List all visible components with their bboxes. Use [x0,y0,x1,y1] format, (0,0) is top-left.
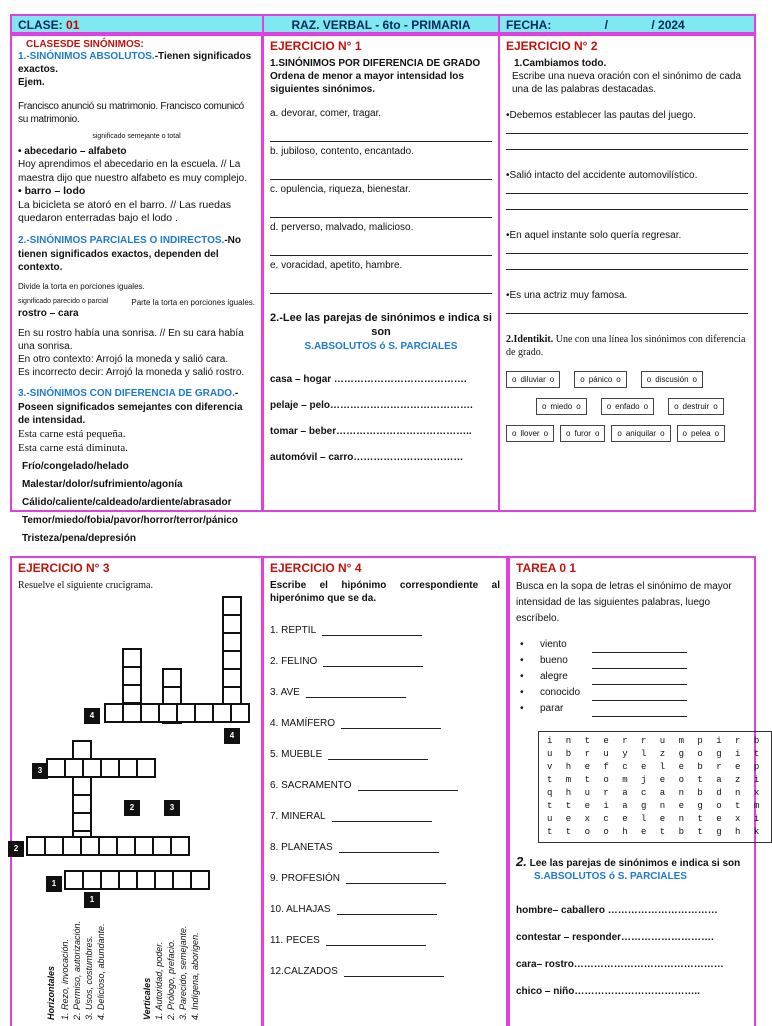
word-box[interactable]: o furor o [560,425,605,442]
exercise-3-instructions: Resuelve el siguiente crucigrama. [18,580,153,591]
hyponym-item [270,667,500,698]
crossword-cell[interactable] [222,614,242,634]
clue-number-marker: 3 [32,763,48,779]
exercise-1-subtitle: 1.SINÓNIMOS POR DIFERENCIA DE GRADO [270,58,481,69]
list-item: b. jubiloso, contento, encantado. [270,145,414,157]
homework-title: TAREA 0 1 [516,561,577,575]
pair-item: chico – niño……………………………….. [516,986,700,998]
answer-line[interactable] [592,691,687,701]
answer-line[interactable] [341,719,441,729]
crossword-cell[interactable] [118,870,138,890]
pair-abecedario: • abecedario – alfabeto [18,146,127,158]
pair-abecedario-text: Hoy aprendimos el abecedario en la escuela. // La maestra dijo que nuestro alfabeto es muy complejo. [18,159,248,184]
answer-line[interactable] [592,659,687,669]
hyponym-item [270,884,500,915]
list-item: •Salió intacto del accidente automovilístico. [506,169,698,181]
absolute-title: 1.-SINÓNIMOS ABSOLUTOS. [18,51,155,62]
pair-item: pelaje – pelo……………………………………. [270,399,473,411]
word-search-row: i n t e r r u m p i r b [547,736,764,746]
exercise-4-list [270,605,500,977]
homework-pairs [516,897,748,1005]
exercise-1-instructions: Ordena de menor a mayor intensidad los siguientes sinónimos. [270,71,464,96]
homework-words [520,637,748,717]
class-header [10,14,273,34]
word-search-row: t t e i a g n e g o t m [547,801,764,811]
identikit-row-2 [536,398,748,415]
crossword-cell[interactable] [72,740,92,760]
crossword-cell[interactable] [154,870,174,890]
exercise-1 [262,34,500,512]
date-year: / 2024 [651,18,685,32]
word-box[interactable]: o discusión o [641,371,703,388]
list-item: •Es una actriz muy famosa. [506,289,628,301]
list-item: Malestar/dolor/sufrimiento/agonía [22,478,183,490]
word-box[interactable]: o destruir o [668,398,724,415]
hyponym-label: 7. MINERAL [270,811,326,823]
homework-q2-num: 2. [516,854,527,869]
hyponym-label: 4. MAMÍFERO [270,718,336,730]
answer-line[interactable] [326,936,426,946]
theory-column [10,34,263,544]
horizontal-clue: 2. Permiso, autorización. [72,920,82,1020]
exercise-2-subtitle: 1.Cambiamos todo. [514,58,607,69]
degree-desc: -Poseen significados semejantes con diferencia de intensidad. [18,388,243,426]
crossword-cell[interactable] [118,758,138,778]
word-search-row: v h e f c e l e b r e p [547,762,764,772]
crossword-cell[interactable] [134,836,154,856]
hyponym-label: 3. AVE [270,687,300,699]
pair-item: contestar – responder………………………. [516,932,714,944]
answer-line[interactable] [270,166,492,180]
example-sentence: Francisco anunció su matrimonio. Francisco comunicó su matrimonio. [18,100,244,125]
hyponym-item [270,698,500,729]
homework-word-label: bueno [540,655,568,666]
clue-number-marker: 2 [8,841,24,857]
answer-line[interactable] [506,140,748,150]
answer-line[interactable] [270,280,492,294]
rostro-text-1: En su rostro había una sonrisa. // En su cara había una sonrisa. [18,327,244,352]
crossword-cell[interactable] [26,836,46,856]
vertical-title: Verticales [142,977,152,1020]
degree-list [22,458,255,548]
vertical-clue: 4. Indígena, aborigen. [190,932,200,1020]
theory-title: CLASESDE SINÓNIMOS: [26,39,144,50]
hyponym-label: 6. SACRAMENTO [270,780,352,792]
crossword-cell[interactable] [100,758,120,778]
vertical-clue: 3. Parecido, semejante. [178,925,188,1020]
horizontal-clue: 4. Delicioso, abundante. [96,923,106,1020]
clue-number-marker: 1 [46,876,62,892]
crossword-cell[interactable] [172,870,192,890]
crossword-cell[interactable] [136,870,156,890]
word-box[interactable]: o aniquilar o [611,425,670,442]
class-label: CLASE: [18,18,63,32]
crossword-cell[interactable] [46,758,66,778]
word-box[interactable]: o diluviar o [506,371,560,388]
list-item: a. devorar, comer, tragar. [270,107,382,119]
list-item: •Debemos establecer las pautas del juego. [506,109,696,121]
date-header [498,14,756,34]
crossword-cell[interactable] [170,836,190,856]
answer-line[interactable] [592,707,687,717]
crossword-cell[interactable] [80,836,100,856]
degree-title: 3.-SINÓNIMOS CON DIFERENCIA DE GRADO. [18,388,235,400]
hyponym-item [270,729,500,760]
homework-instructions: Busca en la sopa de letras el sinónimo de mayor intensidad de las siguientes palabras, luego escríbelo. [516,581,732,624]
hyponym-item [270,853,500,884]
homework-q2-options: S.ABSOLUTOS ó S. PARCIALES [534,871,687,883]
crossword-cell[interactable] [72,812,92,832]
crossword-cell[interactable] [194,703,214,723]
word-search-row: u b r u y l z g o g i t [547,749,764,759]
hyponym-item [270,946,500,977]
homework-word: • viento [520,637,748,653]
horizontal-clue: 1. Rezo, invocación. [60,938,70,1020]
homework-word: • conocido [520,685,748,701]
date-label: FECHA: [506,18,552,32]
degree-example-1: Esta carne está pequeña. [18,427,126,440]
hyponym-label: 5. MUEBLE [270,749,323,761]
crossword-cell[interactable] [44,836,64,856]
answer-line[interactable] [344,967,444,977]
crossword-cell[interactable] [230,703,250,723]
partial-example-2: Parte la torta en porciones iguales. [131,298,255,308]
homework [508,556,764,1026]
crossword-cell[interactable] [62,836,82,856]
crossword-cell[interactable] [98,836,118,856]
crossword-cell[interactable] [72,794,92,814]
answer-line[interactable] [323,657,423,667]
answer-line[interactable] [506,304,748,314]
hyponym-label: 11. PECES [270,935,320,947]
word-box[interactable]: o enfado o [601,398,654,415]
horizontal-title: Horizontales [46,965,56,1020]
partial-desc: -No tienen significados exactos, dependen del contexto. [18,235,241,273]
crossword-cell[interactable] [122,684,142,704]
answer-line[interactable] [346,874,446,884]
crossword-cell[interactable] [222,650,242,670]
answer-line[interactable] [358,781,458,791]
identikit-row-1 [506,371,748,388]
crossword-cell[interactable] [222,668,242,688]
crossword-cell[interactable] [104,703,124,723]
crossword-cell[interactable] [136,758,156,778]
crossword-cell[interactable] [122,703,142,723]
word-box[interactable]: o pánico o [574,371,626,388]
answer-line[interactable] [270,128,492,142]
crossword-cell[interactable] [122,648,142,668]
word-search-row: u e x c e l e n t e x i [547,814,764,824]
homework-word-label: conocido [540,687,581,698]
partial-note: significado parecido o parcial [18,298,109,306]
word-search-row: t m t o m j e o t a z i [547,775,764,785]
date-sep: / [604,18,609,32]
identikit-desc: Une con una línea los sinónimos con diferencia de grado. [506,333,746,358]
list-item: Temor/miedo/fobia/pavor/horror/terror/pánico [22,514,238,526]
word-search-row: t t o o h e t b t g h k [547,827,764,837]
answer-line[interactable] [270,242,492,256]
word-box[interactable]: o miedo o [536,398,587,415]
homework-word-label: viento [540,639,567,650]
horizontal-clue: 3. Usos, costumbres. [84,935,94,1020]
crossword-cell[interactable] [116,836,136,856]
exercise-3 [10,556,263,1026]
homework-word-label: parar [540,703,564,714]
answer-line[interactable] [592,675,687,685]
exercise-4 [262,556,508,1026]
homework-word: • bueno [520,653,748,669]
clue-number-marker: 2 [124,800,140,816]
hyponym-item [270,791,500,822]
hyponym-label: 12.CALZADOS [270,966,338,978]
list-item: Tristeza/pena/depresión [22,532,136,544]
homework-word: • alegre [520,669,748,685]
pair-rostro: rostro – cara [18,308,79,320]
identikit-title: 2.Identikit. [506,333,554,345]
answer-line[interactable] [506,184,748,194]
rostro-text-2: En otro contexto: Arrojó la moneda y salió cara. [18,353,229,365]
partial-title: 2.-SINÓNIMOS PARCIALES O INDIRECTOS. [18,235,225,247]
example-label: Ejem. [18,77,45,89]
exercise-1-q2-options: S.ABSOLUTOS ó S. PARCIALES [304,340,458,352]
homework-q2: Lee las parejas de sinónimos e indica si son [529,858,741,869]
rostro-text-3: Es incorrecto decir: Arrojó la moneda y salió rostro. [18,367,245,379]
answer-line[interactable] [592,643,687,653]
exercise-4-title: EJERCICIO N° 4 [270,561,362,575]
crossword-cell[interactable] [140,703,160,723]
crossword-cell[interactable] [158,703,178,723]
hyponym-label: 9. PROFESIÓN [270,873,341,885]
crossword-cell[interactable] [152,836,172,856]
clue-number-marker: 3 [164,800,180,816]
hyponym-item [270,605,500,636]
crossword-cell[interactable] [176,703,196,723]
crossword-cell[interactable] [82,870,102,890]
answer-line[interactable] [506,260,748,270]
answer-line[interactable] [337,905,437,915]
pair-item: automóvil – carro…………………………… [270,451,464,463]
clue-number-marker: 1 [84,892,100,908]
hyponym-item [270,760,500,791]
crossword-cell[interactable] [212,703,232,723]
exercise-1-title: EJERCICIO N° 1 [270,39,362,53]
pair-item: cara– rostro……………………………………… [516,959,724,971]
crossword-cell[interactable] [122,666,142,686]
vertical-clue: 1. Autoridad, poder. [154,941,164,1020]
crossword-cell[interactable] [222,632,242,652]
answer-line[interactable] [306,688,406,698]
answer-line[interactable] [339,843,439,853]
hyponym-label: 1. REPTIL [270,625,317,637]
exercise-2-instructions: Escribe una nueva oración con el sinónimo de cada una de las palabras destacadas. [512,71,742,96]
list-item: Cálido/caliente/caldeado/ardiente/abrasador [22,496,232,508]
identikit-row-3 [506,425,748,442]
pair-item: tomar – beber………………………………….. [270,425,472,437]
degree-example-2: Esta carne está diminuta. [18,442,128,455]
absolute-desc: -Tienen significados exactos. [18,51,252,76]
hyponym-label: 2. FELINO [270,656,318,668]
homework-word-label: alegre [540,671,568,682]
crossword-cell[interactable] [222,596,242,616]
hyponym-item [270,636,500,667]
homework-word: • parar [520,701,748,717]
crossword-cell[interactable] [64,870,84,890]
clue-number-marker: 4 [224,728,240,744]
example-note: significado semejante o total [92,132,181,140]
answer-line[interactable] [270,204,492,218]
course-title: RAZ. VERBAL - 6to - PRIMARIA [262,14,500,34]
exercise-2-title: EJERCICIO N° 2 [506,39,598,53]
clue-number-marker: 4 [84,708,100,724]
list-item: d. perverso, malvado, malicioso. [270,221,414,233]
hyponym-item [270,915,500,946]
answer-line[interactable] [506,124,748,134]
pair-barro: • barro – lodo [18,184,86,197]
word-search-grid[interactable] [538,731,772,843]
exercise-3-title: EJERCICIO N° 3 [18,561,110,575]
exercise-1-pairs [270,367,492,471]
pair-item: hombre– caballero …………………………… [516,905,718,917]
pair-item: casa – hogar …………………………………. [270,373,467,385]
answer-line[interactable] [506,200,748,210]
crossword-cell[interactable] [72,776,92,796]
list-item: c. opulencia, riqueza, bienestar. [270,183,411,195]
list-item: •En aquel instante solo quería regresar. [506,229,682,241]
crossword-cell[interactable] [100,870,120,890]
list-item: Frío/congelado/helado [22,460,129,472]
exercise-1-q2: 2.-Lee las parejas de sinónimos e indica si son [270,311,492,339]
exercise-1-items [270,107,492,297]
crossword-cell[interactable] [82,758,102,778]
answer-line[interactable] [322,626,422,636]
crossword-cell[interactable] [64,758,84,778]
hyponym-label: 10. ALHAJAS [270,904,331,916]
word-search-row: q h u r a c a n b d n x [547,788,764,798]
answer-line[interactable] [506,244,748,254]
word-box[interactable]: o pelea o [677,425,725,442]
exercise-2 [498,34,756,512]
list-item: e. voracidad, apetito, hambre. [270,259,403,271]
crossword-grid [12,558,262,904]
word-box[interactable]: o llover o [506,425,554,442]
answer-line[interactable] [328,750,428,760]
hyponym-label: 8. PLANETAS [270,842,333,854]
exercise-2-items [506,109,748,329]
hyponym-item [270,822,500,853]
class-number: 01 [66,18,80,32]
pair-barro-text: La bicicleta se atoró en el barro. // Las ruedas quedaron enterradas bajo el lodo . [18,198,232,225]
crossword-cell[interactable] [162,668,182,688]
exercise-4-instructions: Escribe el hipónimo correspondiente al hiperónimo que se da. [270,580,500,605]
vertical-clue: 2. Prólogo, prefacio. [166,939,176,1020]
answer-line[interactable] [332,812,432,822]
partial-example-1: Divide la torta en porciones iguales. [18,281,145,291]
crossword-cell[interactable] [190,870,210,890]
